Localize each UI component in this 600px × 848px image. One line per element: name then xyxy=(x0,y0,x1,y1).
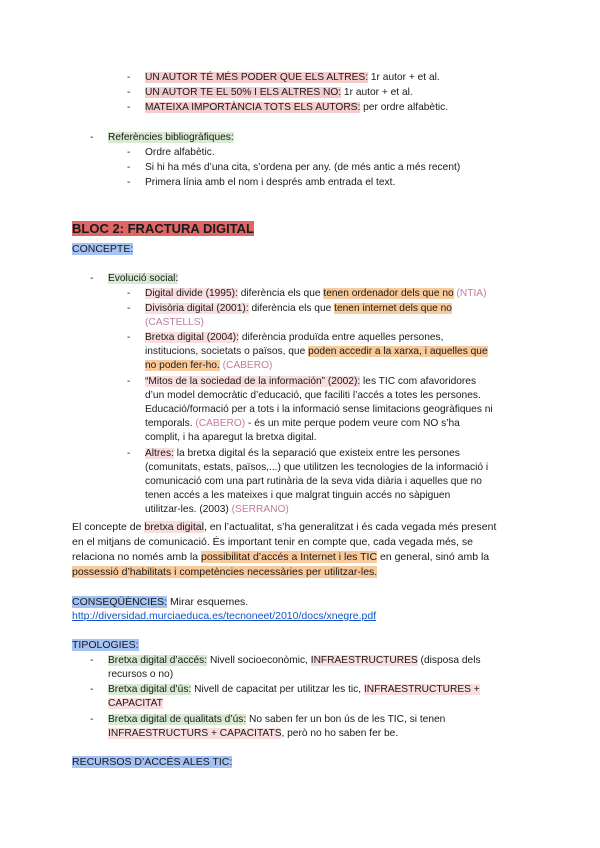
bullet-dash: - xyxy=(127,147,131,158)
rule-text: 1r autor + et al. xyxy=(341,87,413,98)
bullet-dash: - xyxy=(90,273,94,284)
def-line: Educació/formació per a tots i la informació sense limitacions geogràfiques ni xyxy=(145,404,493,415)
recursos-heading: RECURSOS D’ACCÉS ALES TIC: xyxy=(72,756,233,768)
tipologia-us: Bretxa digital d’ús: Nivell de capacitat per utilitzar les tic, INFRAESTRUCTURES + xyxy=(108,684,480,695)
bullet-dash: - xyxy=(127,288,131,299)
def-line: d’un model democràtic d’educació, que faciliti l’accés a totes les persones. xyxy=(145,390,481,401)
rule-text: per ordre alfabètic. xyxy=(360,102,449,113)
bullet-dash: - xyxy=(127,72,131,83)
consequencies-link[interactable]: http://diversidad.murciaeduca.es/tecnoneet/2010/docs/xnegre.pdf xyxy=(72,610,377,622)
def-line: (comunitats, estats, països,...) que utilitzen les tecnologies de la informació i xyxy=(145,462,489,473)
rule-heading: UN AUTOR TE EL 50% I ELS ALTRES NO: xyxy=(145,87,342,98)
def-altres: Altres: la bretxa digital és la separació que existeix entre les persones xyxy=(145,448,460,459)
paragraph-line: El concepte de bretxa digital, en l’actualitat, s’ha generalitzat i és cada vegada més present xyxy=(72,521,497,533)
def-line: institucions, societats o països, que poden accedir a la xarxa, i aquelles que xyxy=(145,346,488,357)
bullet-dash: - xyxy=(127,162,131,173)
references-item: Primera línia amb el nom i després amb entrada el text. xyxy=(145,177,396,188)
def-line: complit, i ha aparegut la bretxa digital. xyxy=(145,432,317,443)
rule-heading: MATEIXA IMPORTÀNCIA TOTS ELS AUTORS: xyxy=(145,102,361,113)
bullet-dash: - xyxy=(90,132,94,143)
def-mitos: “Mitos de la sociedad de la información” (2002): les TIC com afavoridores xyxy=(145,376,477,387)
paragraph-line: en el mitjans de comunicació. És important tenir en compte que, cada vegada més, se xyxy=(72,536,473,548)
paragraph-line: possessió d’habilitats i competències necessàries per utilitzar-les. xyxy=(72,566,378,578)
tipologia-line: recursos o no) xyxy=(108,669,174,680)
def-line: comunicació com una part rutinària de la seva vida diària i aquelles que no xyxy=(145,476,482,487)
def-divisoria-digital: Divisòria digital (2001): diferència els que tenen internet dels que no xyxy=(145,303,452,314)
bullet-dash: - xyxy=(90,655,94,666)
tipologia-acces: Bretxa digital d’accés: Nivell socioeconòmic, INFRAESTRUCTURES (disposa dels xyxy=(108,655,481,666)
concepte-heading: CONCEPTE: xyxy=(72,243,134,255)
bullet-dash: - xyxy=(127,448,131,459)
rule-same-importance xyxy=(145,101,448,115)
def-bretxa-digital: Bretxa digital (2004): diferència produïda entre aquelles persones, xyxy=(145,332,444,343)
bullet-dash: - xyxy=(127,177,131,188)
bullet-dash: - xyxy=(127,332,131,343)
bullet-dash: - xyxy=(127,303,131,314)
tipologia-qualitats: Bretxa digital de qualitats d’ús: No saben fer un bon ús de les TIC, si tenen xyxy=(108,714,446,725)
bullet-dash: - xyxy=(127,102,131,113)
def-line: utilitzar-les. (2003) (SERRANO) xyxy=(145,504,289,515)
def-line: tenen accés a les mateixes i que malgrat tinguin accés no sàpiguen xyxy=(145,490,451,501)
def-line: temporals. (CABERO) - és un mite perque podem veure com NO s’ha xyxy=(145,418,460,429)
references-label: Referències bibliogràfiques: xyxy=(108,132,234,143)
tipologia-line: CAPACITAT xyxy=(108,698,163,709)
paragraph-line: relaciona no només amb la possibilitat d’accés a Internet i les TIC en general, sinó amb la xyxy=(72,551,490,563)
source-castells: (CASTELLS) xyxy=(145,317,204,328)
consequencies-line: CONSEQÜÈNCIES: Mirar esquemes. xyxy=(72,596,249,608)
rule-heading: UN AUTOR TÉ MÉS PODER QUE ELS ALTRES: xyxy=(145,72,369,83)
def-line: no poden fer-ho. (CABERO) xyxy=(145,360,273,371)
rule-text: 1r autor + et al. xyxy=(368,72,440,83)
tipologies-heading: TIPOLOGIES: xyxy=(72,639,139,651)
rule-50-percent xyxy=(145,86,413,100)
evolucio-label: Evolució social: xyxy=(108,273,179,284)
references-item: Si hi ha més d’una cita, s’ordena per any. (de més antic a més recent) xyxy=(145,162,461,173)
bullet-dash: - xyxy=(90,684,94,695)
section-title: BLOC 2: FRACTURA DIGITAL xyxy=(72,221,254,236)
tipologia-line: INFRAESTRUCTURS + CAPACITATS, però no ho saben fer be. xyxy=(108,728,399,739)
bullet-dash: - xyxy=(127,376,131,387)
bullet-dash: - xyxy=(127,87,131,98)
rule-more-power xyxy=(145,71,440,85)
bullet-dash: - xyxy=(90,714,94,725)
references-item: Ordre alfabètic. xyxy=(145,147,215,158)
def-digital-divide: Digital divide (1995): diferència els que tenen ordenador dels que no (NTIA) xyxy=(145,288,487,299)
